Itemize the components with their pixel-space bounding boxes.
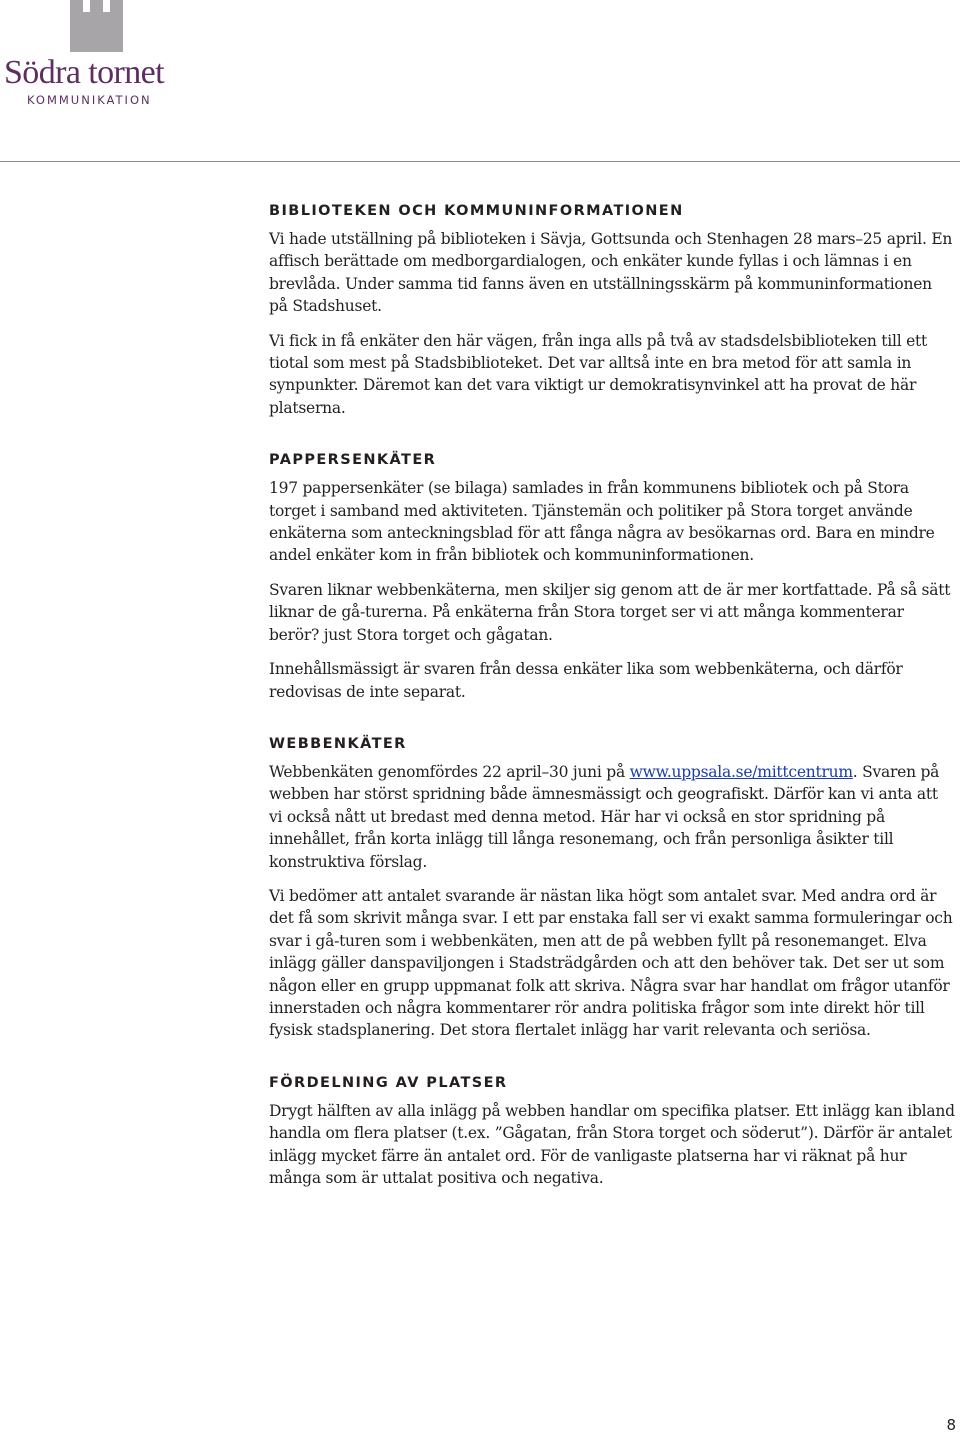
logo-name: Södra tornet [4,54,164,91]
section-pappersenkater [269,449,955,703]
section-heading: BIBLIOTEKEN OCH KOMMUNINFORMATIONEN [269,203,684,219]
section-webbenkater [269,733,955,1042]
paragraph: Vi hade utställning på biblioteken i Sävja, Gottsunda och Stenhagen 28 mars–25 april. En affisch berättade om medborgardialogen, och enkäter kunde fyllas i och lämnas i en brevlåda. Under samma tid fanns även en utställningsskärm på kommuninformationen på Stadshuset. [269,230,953,316]
section-fordelning-av-platser [269,1072,955,1190]
page-number: 8 [946,1416,956,1434]
section-heading: PAPPERSENKÄTER [269,452,437,469]
paragraph: Svaren liknar webbenkäterna, men skiljer sig genom att de är mer kortfattade. På så sätt liknar de gå-turerna. På enkäterna från Stora torget ser vi att många kommenterar berör? just Stora torget och gågatan. [269,580,951,644]
header-divider [0,161,960,162]
document-body [269,200,955,1219]
mittcentrum-link[interactable]: www.uppsala.se/mittcentrum [629,762,853,781]
paragraph-text: . Svaren på webben har störst spridning både ämnesmässigt och geografiskt. Därför kan vi anta att vi också nått ut bredast med denna metod. Här har vi också en stor spridning på innehållet, från korta inlägg till långa resonemang, och från personliga åsikter till konstruktiva förslag. [269,762,940,871]
section-heading: FÖRDELNING AV PLATSER [269,1074,508,1091]
section-biblioteken [269,200,955,419]
paragraph-text: Webbenkäten genomfördes 22 april–30 juni på [269,762,630,781]
section-heading: WEBBENKÄTER [269,735,407,752]
logo-subtitle: KOMMUNIKATION [27,93,152,107]
paragraph [269,761,955,873]
tower-icon [70,0,124,52]
paragraph: Vi bedömer att antalet svarande är nästan lika högt som antalet svar. Med andra ord är det få som skrivit många svar. I ett par enstaka fall ser vi exakt samma formuleringar och svar i gå-turen som i webbenkäten, men att de på webben fyllt på resonemanget. Elva inlägg gäller danspaviljongen i Stadsträdgården och att den behöver tak. Det ser ut som någon eller en grupp uppmanat folk att skriva. Några svar har handlat om frågor utanför innerstaden och några kommentarer rör andra politiska frågor som inte direkt hör till fysisk stadsplanering. Det stora flertalet inlägg har varit relevanta och seriösa. [269,886,953,1040]
paragraph: Drygt hälften av alla inlägg på webben handlar om specifika platser. Ett inlägg kan ibland handla om flera platser (t.ex. ”Gågatan, från Stora torget och söderut”). Därför är antalet inlägg mycket färre än antalet ord. För de vanligaste platserna har vi räknat på hur många som är uttalat positiva och negativa. [269,1101,955,1187]
paragraph: 197 pappersenkäter (se bilaga) samlades in från kommunens bibliotek och på Stora torget i samband med aktiviteten. Tjänstemän och politiker på Stora torget använde enkäterna som anteckningsblad för att fånga några av besökarnas ord. Bara en mindre andel enkäter kom in från bibliotek och kommuninformationen. [269,479,935,565]
paragraph: Vi fick in få enkäter den här vägen, från inga alls på två av stadsdelsbiblioteken till ett tiotal som mest på Stadsbiblioteket. Det var alltså inte en bra metod för att samla in synpunkter. Däremot kan det vara viktigt ur demokratisynvinkel att ha provat de här platserna. [269,331,927,417]
paragraph: Innehållsmässigt är svaren från dessa enkäter lika som webbenkäterna, och därför redovisas de inte separat. [269,660,903,701]
logo [0,0,200,115]
